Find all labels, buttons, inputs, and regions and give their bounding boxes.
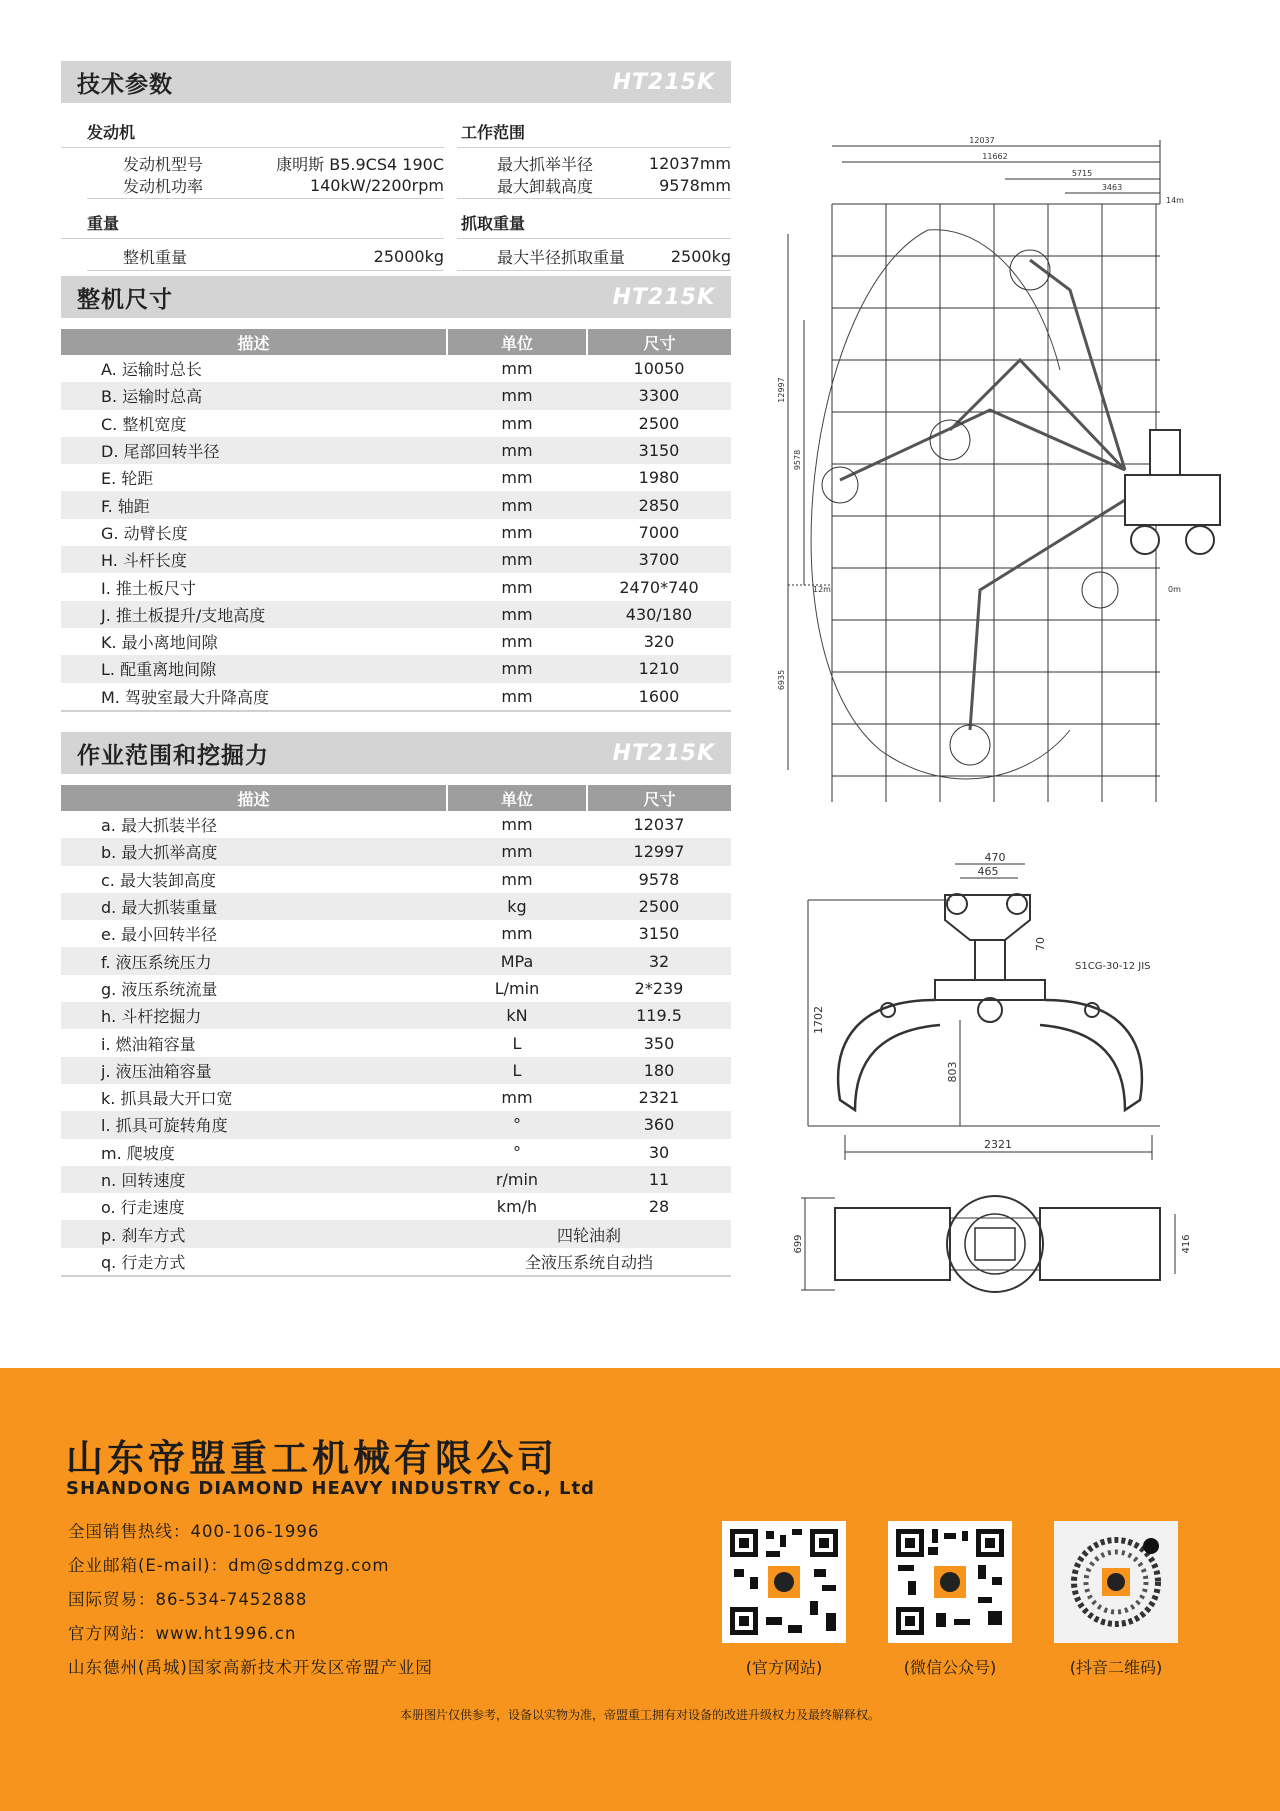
row-description: o. 行走速度 (101, 1198, 185, 1218)
spec-label: 发动机功率 (123, 176, 204, 196)
row-description: m. 爬坡度 (101, 1143, 175, 1163)
dim-label: 0m (1168, 585, 1181, 594)
table-row (61, 491, 731, 518)
spec-value: 140kW/2200rpm (309, 175, 444, 195)
dim-label: 6935 (777, 669, 786, 691)
spec-label: 发动机型号 (123, 154, 204, 174)
row-size: 1600 (587, 683, 731, 711)
row-size: 320 (643, 632, 675, 652)
table-row (61, 947, 731, 974)
table-header-row (61, 785, 731, 811)
table-row (61, 573, 731, 600)
qr-code-website[interactable] (722, 1521, 846, 1643)
working-range-table (61, 785, 731, 1277)
table-row (61, 546, 731, 573)
spec-label: 最大抓举半径 (497, 154, 594, 174)
qr-code-douyin[interactable] (1054, 1521, 1178, 1643)
qr-code-wechat[interactable] (888, 1521, 1012, 1643)
contact-trade: 国际贸易：86-534-7452888 (68, 1590, 308, 1609)
dimensions-table (61, 329, 731, 712)
column-header: 尺寸 (587, 329, 731, 355)
spec-label: 整机重量 (123, 247, 188, 267)
row-size: 28 (648, 1197, 670, 1217)
row-unit: mm (447, 382, 587, 409)
table-row (61, 866, 731, 893)
row-unit: kN (447, 1002, 587, 1029)
row-unit: mm (447, 683, 587, 711)
row-description: M. 驾驶室最大升降高度 (61, 683, 447, 711)
row-size: 350 (643, 1033, 675, 1053)
row-size: 11 (587, 1166, 731, 1193)
row-description: C. 整机宽度 (101, 414, 187, 434)
spec-row (457, 245, 731, 271)
tech-params-model: HT215K (612, 69, 715, 95)
table-row (61, 683, 731, 711)
row-description: p. 刹车方式 (61, 1220, 447, 1247)
row-size: 2321 (638, 1088, 680, 1108)
dimensions-header (61, 276, 731, 318)
row-size: 12037 (633, 815, 685, 835)
row-description: K. 最小离地间隙 (101, 633, 218, 653)
dim-label: 2321 (984, 1138, 1012, 1151)
table-row (61, 1220, 731, 1247)
column-header: 尺寸 (587, 785, 731, 811)
row-description: b. 最大抓举高度 (61, 838, 447, 865)
row-value: 四轮油刹 (447, 1220, 731, 1247)
row-description: e. 最小回转半径 (101, 925, 218, 945)
row-size: 30 (648, 1142, 670, 1162)
table-row (61, 1029, 731, 1056)
row-description: j. 液压油箱容量 (61, 1057, 447, 1084)
row-size: 180 (587, 1057, 731, 1084)
row-unit: ° (513, 1142, 521, 1162)
row-description: l. 抓具可旋转角度 (61, 1111, 447, 1138)
dim-label: 416 (1181, 1234, 1192, 1254)
row-description: n. 回转速度 (61, 1166, 447, 1193)
spec-value: 25000kg (373, 246, 444, 266)
row-description: c. 最大装卸高度 (101, 870, 216, 890)
row-unit: mm (501, 632, 533, 652)
row-size: 1210 (587, 655, 731, 682)
row-description: f. 液压系统压力 (61, 947, 447, 974)
table-row (61, 838, 731, 865)
column-header: 单位 (447, 785, 587, 811)
row-size: 9578 (638, 869, 680, 889)
column-header: 描述 (61, 785, 447, 811)
row-unit: mm (501, 1088, 533, 1108)
contact-address: 山东德州(禹城)国家高新技术开发区帝盟产业园 (68, 1658, 433, 1677)
row-description: k. 抓具最大开口宽 (101, 1089, 233, 1109)
working-range-header (61, 732, 731, 774)
spec-group-engine-title: 发动机 (61, 114, 444, 148)
row-size: 2850 (587, 491, 731, 518)
row-size: 3150 (587, 437, 731, 464)
qr-code-icon (1054, 1521, 1178, 1643)
row-size: 3300 (587, 382, 731, 409)
grab-front-diagram (800, 850, 1180, 1170)
row-unit: mm (501, 468, 533, 488)
row-unit: r/min (447, 1166, 587, 1193)
row-size: 7000 (638, 522, 680, 542)
row-description: a. 最大抓装半径 (101, 816, 217, 836)
qr-label-douyin: (抖音二维码) (1069, 1658, 1163, 1677)
row-unit: L (447, 1057, 587, 1084)
table-row (61, 920, 731, 947)
row-description: B. 运输时总高 (61, 382, 447, 409)
row-unit: mm (501, 815, 533, 835)
table-row (61, 355, 731, 382)
row-description: F. 轴距 (61, 491, 447, 518)
row-size: 1980 (638, 468, 680, 488)
tech-params-title: 技术参数 (77, 71, 173, 98)
row-size: 119.5 (587, 1002, 731, 1029)
row-unit: ° (447, 1111, 587, 1138)
dimensions-model: HT215K (612, 284, 715, 310)
spec-row (87, 174, 444, 199)
spec-row (457, 174, 731, 199)
table-row (61, 1002, 731, 1029)
table-row (61, 464, 731, 491)
spec-label: 最大卸载高度 (497, 176, 594, 196)
row-size: 360 (587, 1111, 731, 1138)
range-grid (832, 204, 1160, 802)
spec-col-right (457, 114, 731, 271)
row-value: 全液压系统自动挡 (447, 1248, 731, 1276)
row-unit: km/h (496, 1197, 538, 1217)
spec-col-left (61, 114, 444, 271)
qr-code-icon (888, 1521, 1012, 1643)
spec-value: 9578mm (659, 175, 731, 195)
dim-label: 12037 (969, 136, 995, 145)
row-unit: mm (447, 546, 587, 573)
spec-label: 最大半径抓取重量 (497, 247, 626, 267)
dim-label: 699 (793, 1234, 804, 1254)
qr-code-icon (722, 1521, 846, 1643)
row-size: 3150 (638, 924, 680, 944)
table-row (61, 1166, 731, 1193)
spec-group-grab-title: 抓取重量 (457, 205, 731, 239)
row-size: 430/180 (587, 601, 731, 628)
dim-label: 12m (813, 585, 831, 594)
table-row (61, 437, 731, 464)
row-description: J. 推土板提升/支地高度 (61, 601, 447, 628)
row-unit: mm (447, 437, 587, 464)
row-description: q. 行走方式 (61, 1248, 447, 1276)
row-unit: mm (501, 577, 533, 597)
spec-value: 12037mm (648, 153, 731, 173)
row-description: E. 轮距 (101, 469, 154, 489)
working-range-model: HT215K (612, 740, 715, 766)
row-size: 32 (587, 947, 731, 974)
row-size: 2500 (587, 893, 731, 920)
dimensions-title: 整机尺寸 (77, 286, 173, 313)
dim-label: 5715 (1071, 169, 1093, 178)
dim-label: 9578 (793, 449, 802, 471)
row-description: I. 推土板尺寸 (101, 578, 196, 598)
table-row (61, 1057, 731, 1084)
working-range-diagram (770, 130, 1240, 810)
row-description: g. 液压系统流量 (101, 979, 218, 999)
part-label: S1CG-30-12 JIS (1075, 961, 1151, 972)
contact-hotline: 全国销售热线：400-106-1996 (68, 1522, 320, 1541)
table-row (61, 1139, 731, 1166)
table-row (61, 601, 731, 628)
column-header: 单位 (447, 329, 587, 355)
dim-label: 3463 (1101, 183, 1123, 192)
row-unit: kg (447, 893, 587, 920)
spec-value: 2500kg (670, 246, 731, 266)
contact-email: 企业邮箱(E-mail)：dm@sddmzg.com (68, 1556, 390, 1575)
row-unit: mm (447, 601, 587, 628)
dim-label: 14m (1166, 196, 1184, 205)
company-name-cn: 山东帝盟重工机械有限公司 (66, 1437, 558, 1480)
table-row (61, 1248, 731, 1276)
table-row (61, 1193, 731, 1220)
row-size: 2470*740 (619, 577, 699, 597)
row-description: D. 尾部回转半径 (61, 437, 447, 464)
row-size: 2*239 (634, 978, 684, 998)
table-row (61, 893, 731, 920)
table-row (61, 410, 731, 437)
table-row (61, 628, 731, 655)
row-description: i. 燃油箱容量 (101, 1034, 196, 1054)
table-header-row (61, 329, 731, 355)
table-row (61, 1084, 731, 1111)
row-unit: mm (501, 869, 533, 889)
table-row (61, 811, 731, 838)
row-unit: mm (501, 924, 533, 944)
dim-label: 470 (984, 851, 1006, 864)
row-unit: mm (447, 491, 587, 518)
qr-label-wechat: (微信公众号) (903, 1658, 997, 1677)
row-unit: mm (447, 655, 587, 682)
row-unit: mm (501, 522, 533, 542)
row-unit: L/min (494, 978, 540, 998)
row-size: 3700 (587, 546, 731, 573)
row-size: 10050 (633, 359, 685, 379)
row-description: A. 运输时总长 (101, 360, 202, 380)
row-description: d. 最大抓装重量 (61, 893, 447, 920)
row-unit: mm (501, 413, 533, 433)
dim-label: 803 (946, 1061, 959, 1083)
row-description: h. 斗杆挖掘力 (61, 1002, 447, 1029)
spec-row (61, 152, 444, 174)
disclaimer: 本册图片仅供参考，设备以实物为准，帝盟重工拥有对设备的改进升级权力及最终解释权。 (399, 1708, 880, 1722)
column-header: 描述 (61, 329, 447, 355)
dim-label: 70 (1034, 937, 1047, 951)
dim-label: 12997 (777, 377, 786, 403)
spec-row (87, 245, 444, 271)
tech-params-header (61, 61, 731, 103)
row-description: L. 配重离地间隙 (61, 655, 447, 682)
qr-label-website: (官方网站) (745, 1658, 823, 1677)
row-description: H. 斗杆长度 (61, 546, 447, 573)
dim-label: 465 (977, 865, 999, 878)
table-row (61, 655, 731, 682)
spec-group-range-title: 工作范围 (457, 114, 731, 148)
table-row (61, 519, 731, 546)
spec-row (457, 152, 731, 174)
table-row (61, 382, 731, 409)
spec-group-weight-title: 重量 (61, 205, 444, 239)
row-unit: MPa (447, 947, 587, 974)
row-unit: L (512, 1033, 522, 1053)
working-range-title: 作业范围和挖掘力 (77, 742, 269, 769)
table-row (61, 975, 731, 1002)
spec-value: 康明斯 B5.9CS4 190C (276, 154, 444, 174)
row-description: G. 动臂长度 (101, 523, 188, 543)
dim-label: 11662 (982, 152, 1008, 161)
dim-label: 1702 (812, 1006, 825, 1034)
row-size: 2500 (638, 413, 680, 433)
row-unit: mm (447, 838, 587, 865)
contact-website: 官方网站：www.ht1996.cn (68, 1624, 297, 1643)
table-row (61, 1111, 731, 1138)
company-name-en: SHANDONG DIAMOND HEAVY INDUSTRY Co., Ltd (66, 1478, 595, 1499)
row-size: 12997 (587, 838, 731, 865)
row-unit: mm (501, 359, 533, 379)
grab-top-diagram (795, 1188, 1205, 1300)
